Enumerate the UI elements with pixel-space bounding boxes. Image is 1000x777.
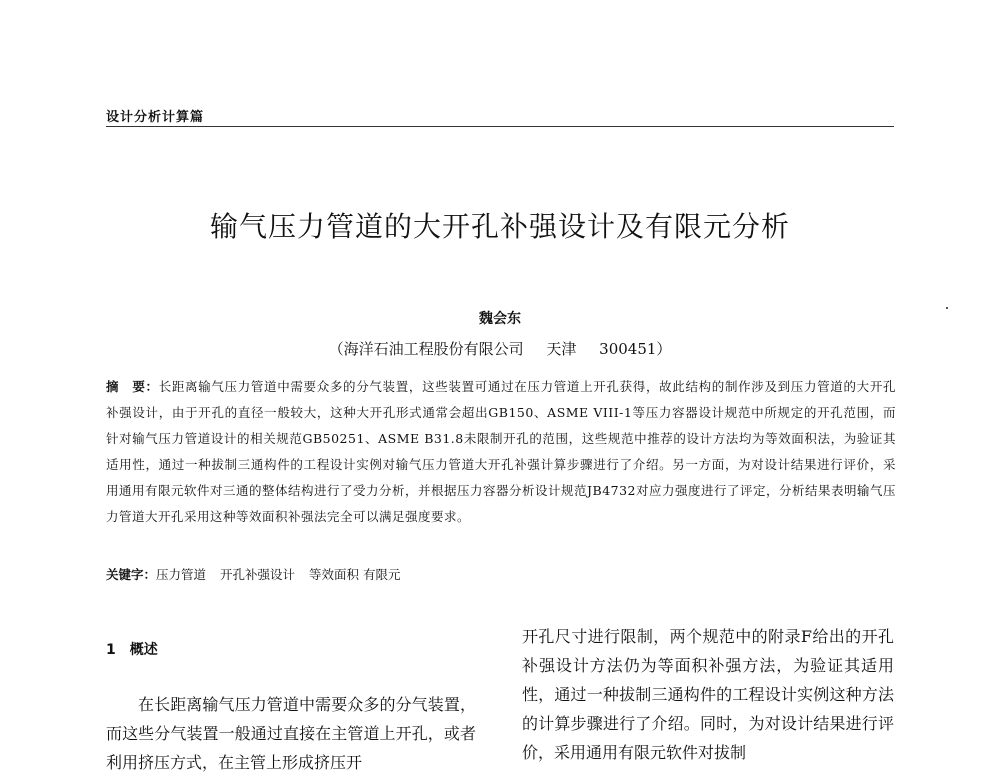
header-rule [106, 126, 894, 127]
keywords-label: 关键字： [106, 567, 157, 582]
abstract [106, 374, 896, 530]
author-name: 魏会东 [479, 311, 521, 327]
keywords [106, 563, 896, 587]
keyword-item: 开孔补强设计 [220, 567, 296, 582]
running-header: 设计分析计算篇 [106, 110, 205, 125]
right-column [522, 622, 894, 767]
body-paragraph-left: 在长距离输气压力管道中需要众多的分气装置，而这些分气装置一般通过直接在主管道上开孔，或者利用挤压方式，在主管上形成挤压开 [106, 695, 476, 772]
paper-title: 输气压力管道的大开孔补强设计及有限元分析 [209, 210, 790, 243]
left-column [106, 636, 476, 777]
keyword-item: 压力管道 [156, 567, 207, 582]
section-heading [106, 636, 476, 664]
scan-speck [946, 307, 948, 309]
keyword-item: 等效面积 有限元 [309, 567, 401, 582]
affiliation-institution: （海洋石油工程股份有限公司 [328, 340, 524, 358]
affiliation-postcode: 300451） [599, 340, 672, 358]
abstract-label: 摘 要： [106, 379, 159, 394]
section-title: 概述 [129, 642, 158, 658]
section-number: 1 [106, 642, 116, 658]
author-affiliation [0, 338, 1000, 359]
affiliation-city: 天津 [546, 340, 577, 358]
abstract-text: 长距离输气压力管道中需要众多的分气装置，这些装置可通过在压力管道上开孔获得，故此结构的制作涉及到压力管道的大开孔补强设计，由于开孔的直径一般较大，这种大开孔形式通常会超出GB150、ASME VIII-1等压力容器设计规范中所规定的开孔范围，而针对输气压力管道设计的相关规范GB50251、ASME B31.8未限制开孔的范围，这些规范中推荐的设计方法均为等效面积法，为验证其适用性，通过一种拔制三通构件的工程设计实例对输气压力管道大开孔补强计算步骤进行了介绍。另一方面，为对设计结果进行评价，采用通用有限元软件对三通的整体结构进行了受力分析，并根据压力容器分析设计规范JB4732对应力强度进行了评定，分析结果表明输气压力管道大开孔采用这种等效面积补强法完全可以满足强度要求。 [106, 379, 897, 524]
body-paragraph-right: 开孔尺寸进行限制，两个规范中的附录F给出的开孔补强设计方法仍为等面积补强方法，为验证其适用性，通过一种拔制三通构件的工程设计实例这种方法的计算步骤进行了介绍。同时，为对设计结果进行评价，采用通用有限元软件对拔制 [522, 627, 894, 762]
